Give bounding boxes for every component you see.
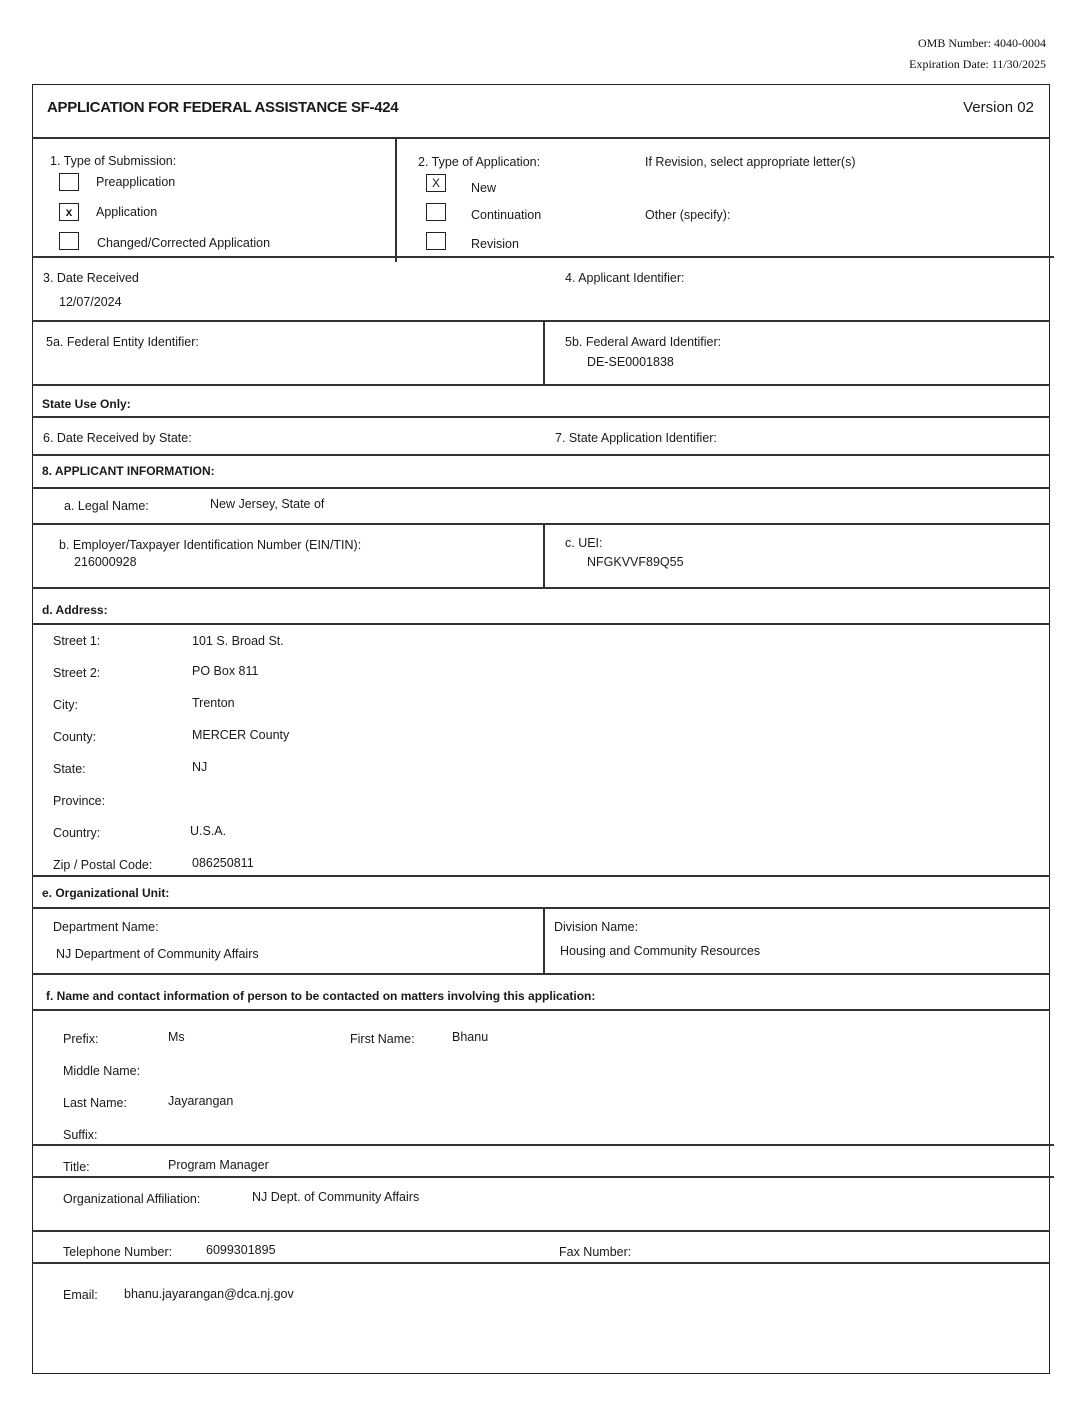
fax-label: Fax Number: — [559, 1245, 632, 1259]
form-title: APPLICATION FOR FEDERAL ASSISTANCE SF-424 — [47, 99, 399, 116]
street1-label: Street 1: — [53, 634, 101, 648]
divider — [32, 1176, 1054, 1178]
legal-name-label: a. Legal Name: — [64, 499, 149, 513]
application-type-label: 2. Type of Application: — [418, 155, 541, 169]
divider — [32, 587, 1050, 589]
city-label: City: — [53, 698, 78, 712]
legal-name-value[interactable]: New Jersey, State of — [210, 497, 325, 511]
preapplication-checkbox[interactable] — [59, 173, 79, 191]
divider — [32, 623, 1050, 625]
division-name-label: Division Name: — [554, 920, 639, 934]
uei-value[interactable]: NFGKVVF89Q55 — [587, 555, 684, 569]
address-heading: d. Address: — [42, 603, 108, 617]
department-name-value[interactable]: NJ Department of Community Affairs — [56, 947, 259, 961]
county-label: County: — [53, 730, 97, 744]
divider — [543, 908, 545, 973]
federal-award-identifier-label: 5b. Federal Award Identifier: — [565, 335, 722, 349]
affiliation-label: Organizational Affiliation: — [63, 1192, 201, 1206]
form-version: Version 02 — [963, 99, 1034, 116]
applicant-identifier-label: 4. Applicant Identifier: — [565, 271, 685, 285]
preapplication-label: Preapplication — [96, 175, 176, 189]
new-label: New — [471, 181, 497, 195]
divider — [32, 256, 1054, 258]
contact-heading: f. Name and contact information of person to be contacted on matters involving this application: — [46, 989, 596, 1003]
zip-value[interactable]: 086250811 — [192, 856, 254, 870]
form-frame — [32, 84, 1050, 1374]
submission-type-label: 1. Type of Submission: — [50, 154, 177, 168]
first-name-value[interactable]: Bhanu — [452, 1030, 489, 1044]
divider — [32, 384, 1050, 386]
last-name-label: Last Name: — [63, 1096, 127, 1110]
street1-value[interactable]: 101 S. Broad St. — [192, 634, 284, 648]
applicant-info-heading: 8. APPLICANT INFORMATION: — [42, 464, 215, 478]
country-value[interactable]: U.S.A. — [190, 824, 227, 838]
org-unit-heading: e. Organizational Unit: — [42, 886, 170, 900]
province-label: Province: — [53, 794, 106, 808]
federal-entity-identifier-label: 5a. Federal Entity Identifier: — [46, 335, 199, 349]
date-received-label: 3. Date Received — [43, 271, 139, 285]
divider — [32, 1144, 1054, 1146]
revision-label: Revision — [471, 237, 519, 251]
divider — [32, 416, 1050, 418]
middle-name-label: Middle Name: — [63, 1064, 141, 1078]
affiliation-value[interactable]: NJ Dept. of Community Affairs — [252, 1190, 420, 1204]
other-specify-label: Other (specify): — [645, 208, 731, 222]
suffix-label: Suffix: — [63, 1128, 98, 1142]
date-received-state-label: 6. Date Received by State: — [43, 431, 192, 445]
last-name-value[interactable]: Jayarangan — [168, 1094, 234, 1108]
revision-checkbox[interactable] — [426, 232, 446, 250]
changed-corrected-checkbox[interactable] — [59, 232, 79, 250]
county-value[interactable]: MERCER County — [192, 728, 290, 742]
divider — [32, 523, 1050, 525]
divider — [543, 321, 545, 384]
state-label: State: — [53, 762, 86, 776]
divider — [395, 139, 397, 262]
divider — [32, 973, 1050, 975]
street2-value[interactable]: PO Box 811 — [192, 664, 259, 678]
continuation-label: Continuation — [471, 208, 542, 222]
continuation-checkbox[interactable] — [426, 203, 446, 221]
divider — [32, 1230, 1050, 1232]
state-app-identifier-label: 7. State Application Identifier: — [555, 431, 717, 445]
prefix-label: Prefix: — [63, 1032, 99, 1046]
new-checkbox[interactable]: X — [426, 174, 446, 192]
divider — [32, 1009, 1050, 1011]
division-name-value[interactable]: Housing and Community Resources — [560, 944, 761, 958]
application-label: Application — [96, 205, 158, 219]
telephone-label: Telephone Number: — [63, 1245, 173, 1259]
divider — [32, 454, 1050, 456]
ein-label: b. Employer/Taxpayer Identification Number (EIN/TIN): — [59, 538, 362, 552]
divider — [32, 487, 1050, 489]
divider — [32, 320, 1050, 322]
city-value[interactable]: Trenton — [192, 696, 235, 710]
title-value[interactable]: Program Manager — [168, 1158, 269, 1172]
ein-value[interactable]: 216000928 — [74, 555, 137, 569]
title-label: Title: — [63, 1160, 90, 1174]
state-value[interactable]: NJ — [192, 760, 208, 774]
omb-number: OMB Number: 4040-0004 — [918, 36, 1046, 50]
divider — [32, 1262, 1050, 1264]
telephone-value[interactable]: 6099301895 — [206, 1243, 276, 1257]
street2-label: Street 2: — [53, 666, 101, 680]
divider — [32, 875, 1050, 877]
date-received-value[interactable]: 12/07/2024 — [59, 295, 122, 309]
state-use-only-heading: State Use Only: — [42, 397, 131, 411]
expiration-date: Expiration Date: 11/30/2025 — [909, 57, 1046, 71]
first-name-label: First Name: — [350, 1032, 415, 1046]
divider — [543, 524, 545, 587]
country-label: Country: — [53, 826, 101, 840]
revision-letters-label: If Revision, select appropriate letter(s) — [645, 155, 856, 169]
divider — [32, 907, 1050, 909]
prefix-value[interactable]: Ms — [168, 1030, 185, 1044]
department-name-label: Department Name: — [53, 920, 159, 934]
federal-award-identifier-value[interactable]: DE-SE0001838 — [587, 355, 674, 369]
application-checkbox[interactable]: x — [59, 203, 79, 221]
changed-corrected-label: Changed/Corrected Application — [97, 236, 271, 250]
divider — [32, 137, 1050, 139]
zip-label: Zip / Postal Code: — [53, 858, 153, 872]
email-value[interactable]: bhanu.jayarangan@dca.nj.gov — [124, 1287, 294, 1301]
uei-label: c. UEI: — [565, 536, 603, 550]
email-label: Email: — [63, 1288, 98, 1302]
